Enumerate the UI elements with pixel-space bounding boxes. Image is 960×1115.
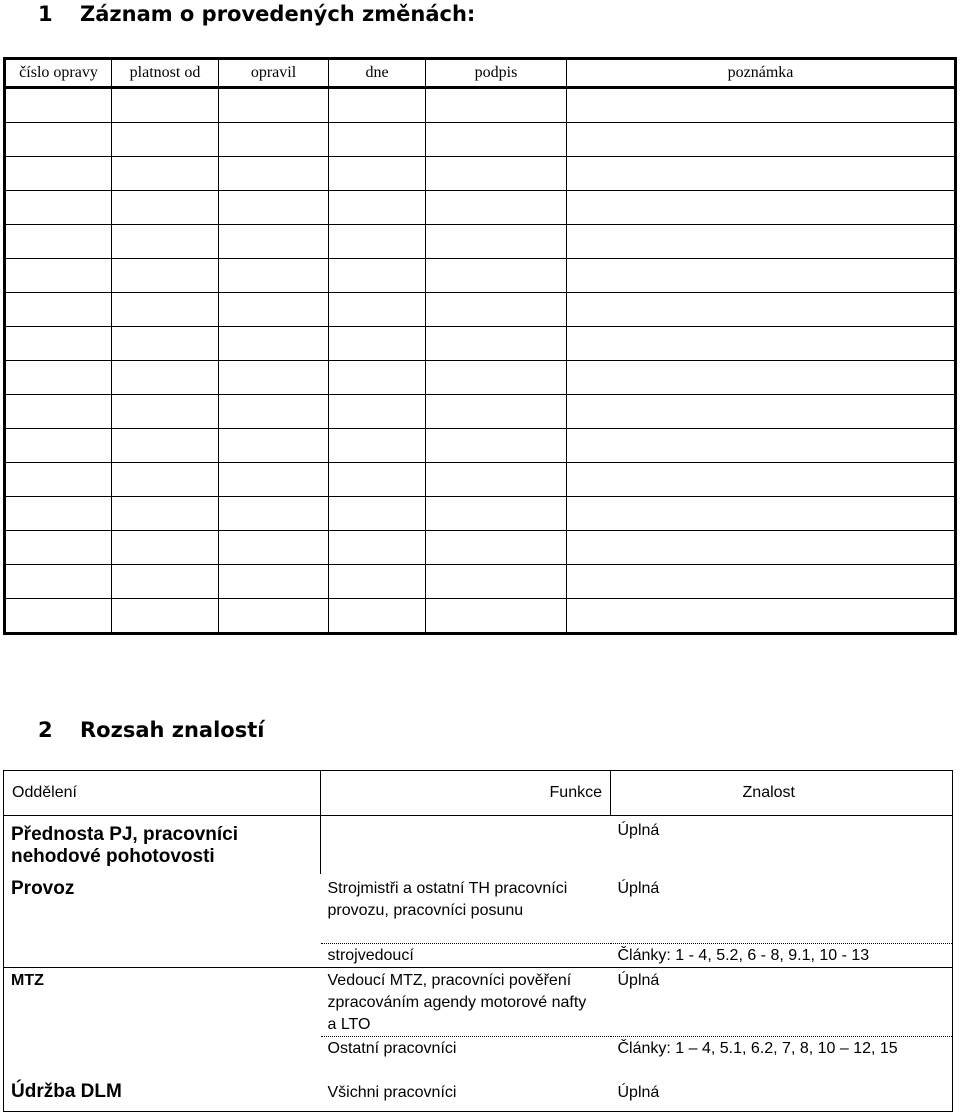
column-header-funkce: Funkce: [321, 771, 611, 816]
empty-cell: [219, 123, 329, 157]
empty-cell: [567, 565, 956, 599]
empty-cell: [329, 599, 426, 634]
section-1-heading: [38, 2, 475, 26]
department-cell: [4, 943, 321, 968]
changes-record-table: [3, 57, 957, 635]
function-cell: Strojmistři a ostatní TH pracovníci provozu, pracovníci posunu: [327, 880, 568, 919]
empty-cell: [329, 497, 426, 531]
knowledge-scope-table: [3, 770, 953, 1112]
empty-cell: [219, 293, 329, 327]
empty-cell: [329, 531, 426, 565]
empty-cell: [567, 361, 956, 395]
empty-cell: [112, 191, 219, 225]
table-row: [4, 816, 953, 875]
empty-cell: [112, 531, 219, 565]
empty-cell: [567, 497, 956, 531]
table-row: [5, 259, 956, 293]
empty-cell: [567, 123, 956, 157]
empty-cell: [112, 88, 219, 123]
table-row: [5, 599, 956, 634]
empty-cell: [112, 157, 219, 191]
empty-cell: [426, 395, 567, 429]
empty-cell: [112, 497, 219, 531]
empty-cell: [426, 565, 567, 599]
empty-cell: [112, 327, 219, 361]
empty-cell: [5, 531, 112, 565]
empty-cell: [5, 123, 112, 157]
department-cell: [4, 1037, 321, 1081]
empty-cell: [329, 327, 426, 361]
function-cell: Vedoucí MTZ, pracovníci pověření zpracováním agendy motorové nafty a LTO: [327, 972, 587, 1033]
column-header-podpis: podpis: [426, 59, 567, 88]
department-cell: Provoz: [11, 878, 75, 899]
table-row: [5, 361, 956, 395]
table-row: [5, 293, 956, 327]
empty-cell: [219, 191, 329, 225]
table-row: [5, 395, 956, 429]
empty-cell: [112, 225, 219, 259]
empty-cell: [5, 395, 112, 429]
empty-cell: [426, 191, 567, 225]
table-row: [5, 191, 956, 225]
section-2-number: 2: [38, 718, 53, 742]
department-cell: Přednosta PJ, pracovníci nehodové pohotovosti: [11, 824, 239, 867]
empty-cell: [567, 395, 956, 429]
empty-cell: [5, 191, 112, 225]
empty-cell: [112, 293, 219, 327]
column-header-dne: dne: [329, 59, 426, 88]
empty-cell: [219, 88, 329, 123]
changes-header-row: [5, 59, 956, 88]
department-cell: MTZ: [11, 972, 44, 989]
empty-cell: [426, 123, 567, 157]
empty-cell: [567, 191, 956, 225]
empty-cell: [329, 225, 426, 259]
empty-cell: [219, 361, 329, 395]
knowledge-cell: Úplná: [617, 880, 660, 897]
empty-cell: [567, 259, 956, 293]
empty-cell: [426, 361, 567, 395]
section-2-heading: [38, 718, 264, 742]
knowledge-cell: Úplná: [617, 1083, 660, 1101]
empty-cell: [329, 157, 426, 191]
table-row: [4, 1037, 953, 1081]
table-row: [5, 123, 956, 157]
empty-cell: [567, 531, 956, 565]
empty-cell: [567, 327, 956, 361]
empty-cell: [5, 327, 112, 361]
table-row: [4, 943, 953, 968]
empty-cell: [112, 123, 219, 157]
table-row: [5, 157, 956, 191]
table-row: [5, 463, 956, 497]
table-row: [5, 88, 956, 123]
section-2-title: Rozsah znalostí: [80, 718, 265, 742]
empty-cell: [426, 531, 567, 565]
function-cell: [321, 816, 611, 875]
column-header-cislo-opravy: číslo opravy: [5, 59, 112, 88]
column-header-platnost-od: platnost od: [112, 59, 219, 88]
empty-cell: [5, 225, 112, 259]
function-cell: Všichni pracovníci: [327, 1083, 457, 1101]
empty-cell: [426, 599, 567, 634]
empty-cell: [5, 429, 112, 463]
empty-cell: [426, 327, 567, 361]
empty-cell: [426, 293, 567, 327]
column-header-oddeleni: Oddělení: [4, 771, 321, 816]
knowledge-cell: Články: 1 – 4, 5.1, 6.2, 7, 8, 10 – 12, 15: [611, 1037, 953, 1081]
knowledge-cell: Úplná: [617, 822, 660, 839]
empty-cell: [567, 157, 956, 191]
empty-cell: [219, 497, 329, 531]
empty-cell: [112, 361, 219, 395]
empty-cell: [426, 259, 567, 293]
empty-cell: [112, 259, 219, 293]
empty-cell: [426, 429, 567, 463]
empty-cell: [567, 599, 956, 634]
empty-cell: [5, 463, 112, 497]
column-header-poznamka: poznámka: [567, 59, 956, 88]
empty-cell: [112, 599, 219, 634]
empty-cell: [426, 463, 567, 497]
empty-cell: [329, 395, 426, 429]
empty-cell: [329, 361, 426, 395]
empty-cell: [329, 88, 426, 123]
empty-cell: [329, 123, 426, 157]
knowledge-cell: Úplná: [617, 972, 660, 989]
table-row: [5, 531, 956, 565]
empty-cell: [219, 327, 329, 361]
empty-cell: [5, 157, 112, 191]
empty-cell: [5, 497, 112, 531]
empty-cell: [567, 88, 956, 123]
function-cell: Ostatní pracovníci: [321, 1037, 611, 1081]
table-row: [4, 968, 953, 1037]
empty-cell: [567, 429, 956, 463]
empty-cell: [5, 599, 112, 634]
empty-cell: [219, 531, 329, 565]
empty-cell: [219, 395, 329, 429]
table-row: [4, 874, 953, 943]
table-row: [5, 497, 956, 531]
empty-cell: [329, 259, 426, 293]
table-row: [5, 565, 956, 599]
empty-cell: [112, 565, 219, 599]
function-cell: strojvedoucí: [321, 943, 611, 968]
column-header-znalost: Znalost: [611, 771, 953, 816]
knowledge-header-row: [4, 771, 953, 816]
table-row: [5, 225, 956, 259]
empty-cell: [5, 88, 112, 123]
column-header-opravil: opravil: [219, 59, 329, 88]
empty-cell: [112, 463, 219, 497]
empty-cell: [426, 225, 567, 259]
empty-cell: [329, 293, 426, 327]
empty-cell: [112, 395, 219, 429]
empty-cell: [219, 259, 329, 293]
empty-cell: [5, 361, 112, 395]
table-row: [5, 429, 956, 463]
empty-cell: [329, 429, 426, 463]
empty-cell: [567, 293, 956, 327]
empty-cell: [219, 565, 329, 599]
empty-cell: [219, 429, 329, 463]
table-row: [4, 1081, 953, 1112]
section-1-number: 1: [38, 2, 53, 26]
empty-cell: [219, 157, 329, 191]
empty-cell: [219, 463, 329, 497]
empty-cell: [426, 88, 567, 123]
empty-cell: [426, 157, 567, 191]
empty-cell: [5, 293, 112, 327]
table-row: [5, 327, 956, 361]
empty-cell: [567, 463, 956, 497]
empty-cell: [426, 497, 567, 531]
section-1-title: Záznam o provedených změnách:: [80, 2, 476, 26]
empty-cell: [219, 599, 329, 634]
empty-cell: [329, 463, 426, 497]
empty-cell: [219, 225, 329, 259]
empty-cell: [567, 225, 956, 259]
changes-body: [5, 88, 956, 634]
knowledge-cell: Články: 1 - 4, 5.2, 6 - 8, 9.1, 10 - 13: [611, 943, 953, 968]
empty-cell: [329, 565, 426, 599]
empty-cell: [329, 191, 426, 225]
empty-cell: [5, 259, 112, 293]
department-cell: Údržba DLM: [11, 1080, 122, 1102]
empty-cell: [5, 565, 112, 599]
empty-cell: [112, 429, 219, 463]
